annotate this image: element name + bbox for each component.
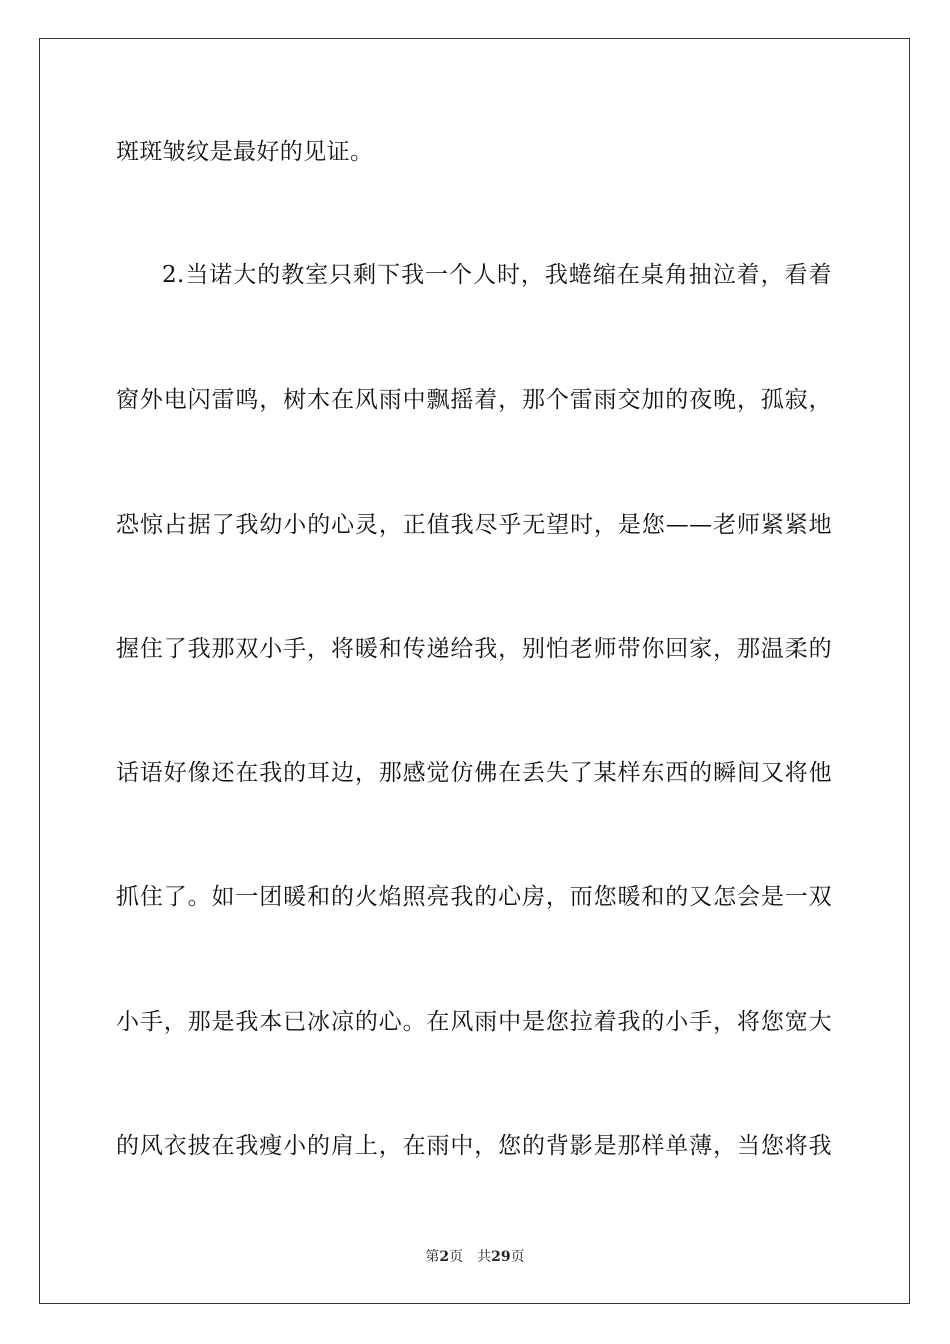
text-line-7: 抓住了。如一团暖和的火焰照亮我的心房，而您暖和的又怎会是一双 (116, 884, 832, 910)
text-line-9: 的风衣披在我瘦小的肩上，在雨中，您的背影是那样单薄，当您将我 (116, 1133, 832, 1159)
text-line-5: 握住了我那双小手，将暖和传递给我，别怕老师带你回家，那温柔的 (116, 636, 832, 662)
total-pages: 29 (491, 1249, 511, 1265)
text-line-8: 小手，那是我本已冰凉的心。在风雨中是您拉着我的小手，将您宽大 (116, 1009, 832, 1035)
text-line-4: 恐惊占据了我幼小的心灵，正值我尽乎无望时，是您——老师紧紧地 (116, 512, 832, 538)
page-number: 2 (439, 1249, 450, 1265)
text-line-1: 斑斑皱纹是最好的见证。 (116, 139, 374, 165)
page-prefix: 第 (425, 1249, 440, 1265)
text-line-6: 话语好像还在我的耳边，那感觉仿佛在丢失了某样东西的瞬间又将他 (116, 760, 832, 786)
page-footer (0, 1248, 950, 1266)
text-line-2: 2.当诺大的教室只剩下我一个人时，我蜷缩在桌角抽泣着，看着 (162, 262, 832, 288)
text-line-3: 窗外电闪雷鸣，树木在风雨中飘摇着，那个雷雨交加的夜晚，孤寂， (116, 387, 832, 413)
total-prefix: 共 (477, 1249, 492, 1265)
total-suffix: 页 (510, 1249, 525, 1265)
page-suffix: 页 (449, 1249, 464, 1265)
page-border (39, 38, 910, 1304)
